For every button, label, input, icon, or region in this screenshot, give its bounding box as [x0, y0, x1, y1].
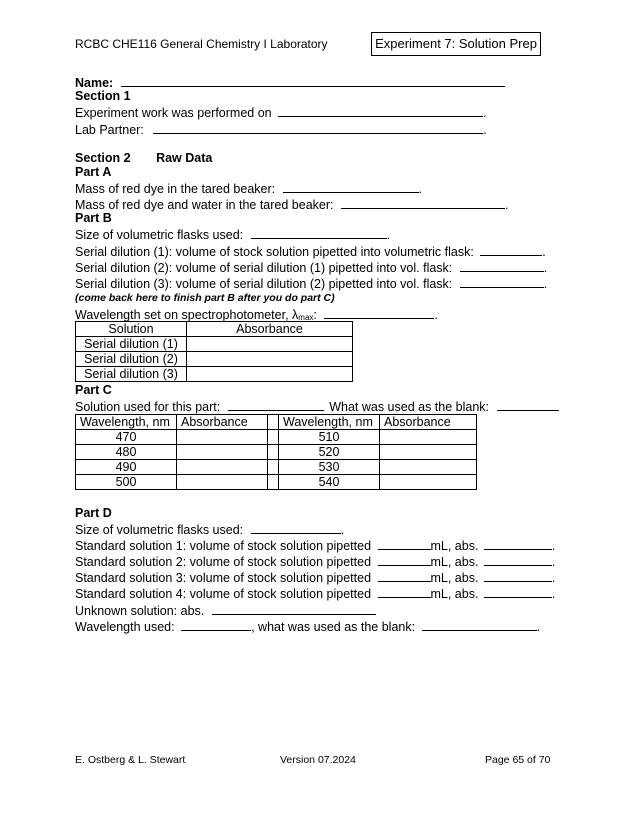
partA-line2-blank[interactable] [341, 196, 505, 209]
lab-partner-label: Lab Partner: [75, 123, 144, 137]
standard-label: Standard solution 2: volume of stock solution pipetted [75, 555, 372, 569]
partB-line2-label: Serial dilution (1): volume of stock solution pipetted into volumetric flask: [75, 245, 474, 259]
partC-table [75, 414, 477, 490]
wavelength-set-sub: max [298, 313, 314, 322]
wavelength-set-colon: : [313, 308, 317, 322]
performed-on-period: . [483, 106, 487, 120]
wavelength-set-period: . [434, 308, 438, 322]
partC-header-absorbance-right: Absorbance [380, 415, 477, 430]
wavelength-set-label: Wavelength set on spectrophotometer, λ [75, 308, 299, 322]
partB-line4-label: Serial dilution (3): volume of serial dilution (2) pipetted into vol. flask: [75, 277, 453, 291]
performed-on-row [75, 104, 487, 121]
partC-spacer [268, 415, 279, 430]
partB-table [75, 321, 353, 382]
standard-volume-blank[interactable] [378, 569, 431, 582]
partC-spacer [268, 430, 279, 445]
partB-line3-period: . [543, 261, 548, 275]
name-blank[interactable] [121, 74, 505, 87]
partB-line1-period: . [386, 228, 391, 242]
standard-row-4 [75, 585, 555, 602]
standard-period: . [551, 539, 556, 553]
partB-line2 [75, 243, 546, 260]
section1-title: Section 1 [75, 89, 131, 103]
partC-wavelength: 480 [76, 445, 177, 460]
partB-line3 [75, 259, 547, 276]
table-row [76, 475, 477, 490]
partB-absorbance-cell[interactable] [187, 337, 353, 352]
partB-row-label: Serial dilution (2) [76, 352, 187, 367]
partB-note: (come back here to finish part B after you do part C) [75, 292, 335, 304]
unknown-label: Unknown solution: abs. [75, 604, 205, 618]
name-label: Name: [75, 76, 114, 90]
wavelength-used-row [75, 618, 540, 635]
partC-absorbance-cell[interactable] [177, 475, 268, 490]
partB-line4 [75, 275, 547, 292]
partD-flask-row [75, 521, 344, 538]
lab-partner-blank[interactable] [153, 121, 483, 134]
partC-header-wavelength-right: Wavelength, nm [279, 415, 380, 430]
partA-line2 [75, 196, 508, 213]
partC-table-header [76, 415, 477, 430]
partB-title: Part B [75, 211, 112, 225]
course-title: RCBC CHE116 General Chemistry I Laboratory [75, 37, 328, 51]
standard-volume-blank[interactable] [378, 537, 431, 550]
section2-label: Section 2 [75, 151, 131, 165]
partC-absorbance-cell[interactable] [380, 430, 477, 445]
standard-abs-blank[interactable] [484, 585, 552, 598]
partC-header-wavelength-left: Wavelength, nm [76, 415, 177, 430]
partC-solution-blank[interactable] [228, 398, 324, 411]
partC-wavelength: 540 [279, 475, 380, 490]
standard-ml-abs: mL, abs. [430, 587, 479, 601]
partC-blank-label: What was used as the blank: [329, 400, 490, 414]
blank-used-blank[interactable] [422, 618, 537, 631]
partC-blank-blank[interactable] [497, 398, 559, 411]
performed-on-label: Experiment work was performed on [75, 106, 272, 120]
partB-header-solution: Solution [76, 322, 187, 337]
partA-line1-blank[interactable] [283, 180, 419, 193]
partC-wavelength: 500 [76, 475, 177, 490]
partB-row-label: Serial dilution (3) [76, 367, 187, 382]
footer-authors: E. Ostberg & L. Stewart [75, 754, 186, 766]
partA-line2-period: . [504, 198, 509, 212]
partC-wavelength: 530 [279, 460, 380, 475]
table-row [76, 460, 477, 475]
section2-title [75, 151, 212, 166]
partC-solution-label: Solution used for this part: [75, 400, 221, 414]
partB-absorbance-cell[interactable] [187, 352, 353, 367]
partB-line1 [75, 226, 390, 243]
standard-row-2 [75, 553, 555, 570]
wavelength-used-blank[interactable] [181, 618, 251, 631]
partB-line3-label: Serial dilution (2): volume of serial dilution (1) pipetted into vol. flask: [75, 261, 453, 275]
lab-partner-row [75, 121, 487, 138]
wavelength-set-blank[interactable] [324, 306, 434, 319]
name-row [75, 74, 505, 91]
experiment-title-box: Experiment 7: Solution Prep [371, 32, 541, 56]
performed-on-blank[interactable] [278, 104, 483, 117]
partC-wavelength: 510 [279, 430, 380, 445]
partB-row-label: Serial dilution (1) [76, 337, 187, 352]
section2-subtitle: Raw Data [156, 151, 213, 165]
blank-used-period: . [536, 620, 541, 634]
partC-absorbance-cell[interactable] [380, 475, 477, 490]
standard-abs-blank[interactable] [484, 537, 552, 550]
standard-abs-blank[interactable] [484, 553, 552, 566]
footer-page: Page 65 of 70 [485, 754, 551, 766]
wavelength-used-label: Wavelength used: [75, 620, 175, 634]
partC-absorbance-cell[interactable] [380, 445, 477, 460]
standard-abs-blank[interactable] [484, 569, 552, 582]
standard-volume-blank[interactable] [378, 585, 431, 598]
standard-volume-blank[interactable] [378, 553, 431, 566]
partB-header-absorbance: Absorbance [187, 322, 353, 337]
standard-period: . [551, 587, 556, 601]
partA-line2-label: Mass of red dye and water in the tared beaker: [75, 198, 334, 212]
table-row [76, 337, 353, 352]
partC-wavelength: 520 [279, 445, 380, 460]
partB-line1-blank[interactable] [251, 226, 387, 239]
partB-table-header [76, 322, 353, 337]
partB-line2-period: . [542, 245, 546, 259]
partC-spacer [268, 460, 279, 475]
partD-title: Part D [75, 506, 112, 520]
standard-ml-abs: mL, abs. [430, 571, 479, 585]
partA-title: Part A [75, 165, 112, 179]
unknown-abs-blank[interactable] [212, 602, 376, 615]
partC-spacer [268, 445, 279, 460]
standard-row-1 [75, 537, 555, 554]
table-row [76, 367, 353, 382]
partB-line3-blank[interactable] [460, 259, 544, 272]
partC-absorbance-cell[interactable] [177, 430, 268, 445]
partB-line1-label: Size of volumetric flasks used: [75, 228, 244, 242]
partC-header-absorbance-left: Absorbance [177, 415, 268, 430]
partC-wavelength: 470 [76, 430, 177, 445]
partC-absorbance-cell[interactable] [177, 445, 268, 460]
partC-absorbance-cell[interactable] [380, 460, 477, 475]
standard-ml-abs: mL, abs. [430, 539, 479, 553]
partA-line1-period: . [418, 182, 423, 196]
standard-period: . [551, 571, 556, 585]
lab-partner-period: . [483, 123, 487, 137]
standard-label: Standard solution 3: volume of stock solution pipetted [75, 571, 372, 585]
partC-solution-row [75, 398, 559, 415]
table-row [76, 445, 477, 460]
partC-spacer [268, 475, 279, 490]
standard-row-3 [75, 569, 555, 586]
partA-line1-label: Mass of red dye in the tared beaker: [75, 182, 276, 196]
standard-label: Standard solution 1: volume of stock solution pipetted [75, 539, 372, 553]
partB-line4-period: . [543, 277, 548, 291]
partC-wavelength: 490 [76, 460, 177, 475]
table-row [76, 430, 477, 445]
partB-line2-blank[interactable] [480, 243, 542, 256]
table-row [76, 352, 353, 367]
blank-used-label: , what was used as the blank: [251, 620, 416, 634]
standard-period: . [551, 555, 556, 569]
partD-flask-period: . [340, 523, 345, 537]
partC-title: Part C [75, 383, 112, 397]
footer-version: Version 07.2024 [280, 754, 356, 766]
partB-absorbance-cell[interactable] [187, 367, 353, 382]
partB-line4-blank[interactable] [460, 275, 544, 288]
unknown-row [75, 602, 376, 619]
partA-line1 [75, 180, 422, 197]
standard-label: Standard solution 4: volume of stock solution pipetted [75, 587, 372, 601]
standard-ml-abs: mL, abs. [430, 555, 479, 569]
partC-absorbance-cell[interactable] [177, 460, 268, 475]
partD-flask-blank[interactable] [251, 521, 341, 534]
partD-flask-label: Size of volumetric flasks used: [75, 523, 244, 537]
